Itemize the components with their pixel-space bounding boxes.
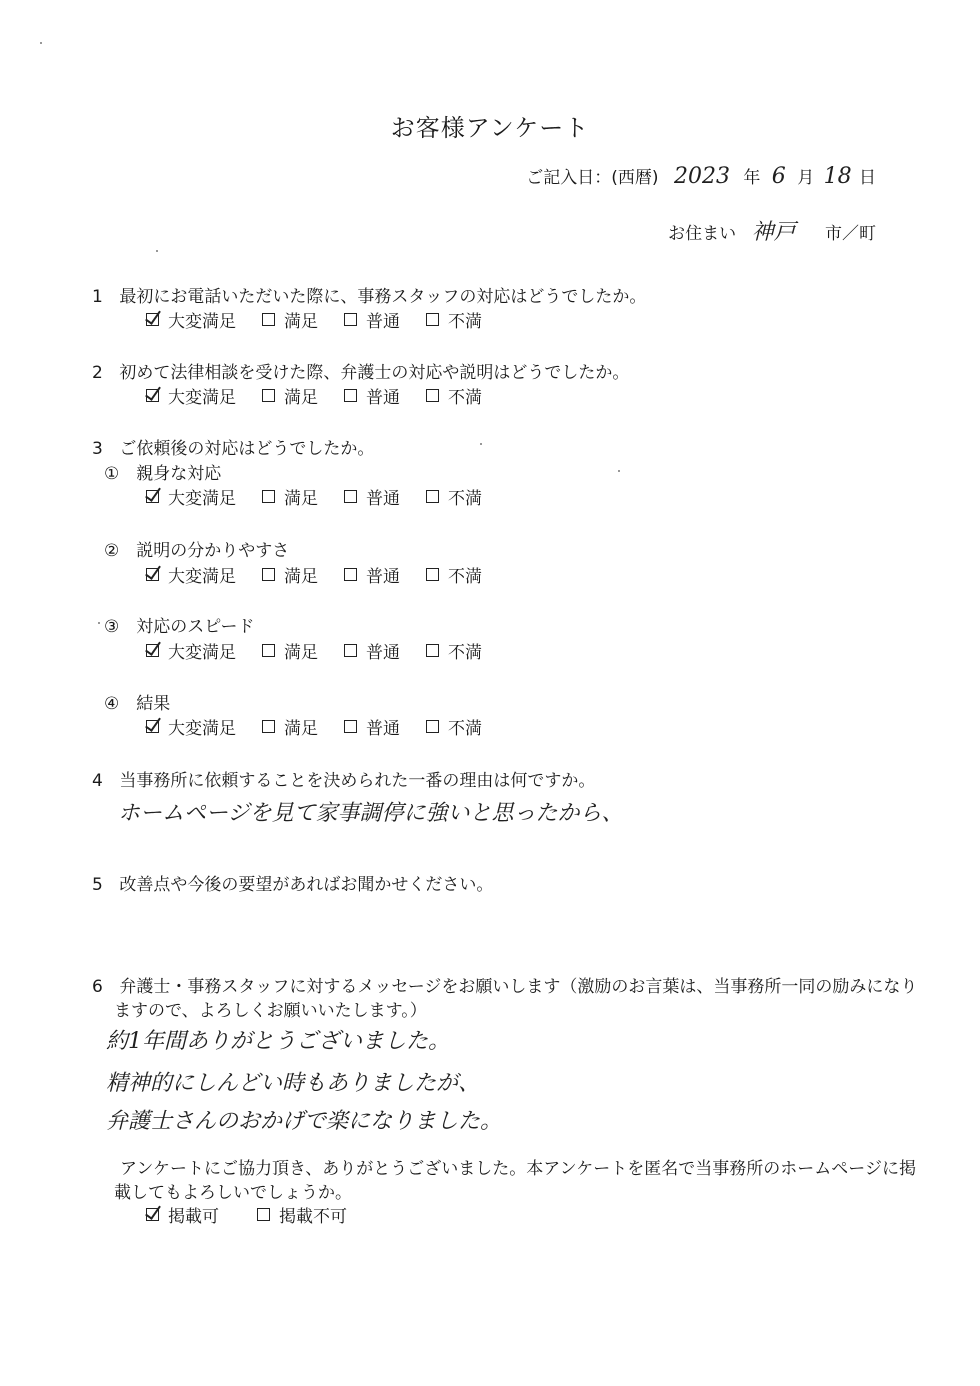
q2-options [146,383,508,408]
question-number: 5 [92,875,103,895]
question-text: 最初にお電話いただいた際に、事務スタッフの対応はどうでしたか。 [119,287,647,307]
question-number: 1 [92,287,103,307]
option-dissatisfied[interactable]: 不満 [426,714,482,739]
checkbox[interactable] [344,644,357,657]
residence-row [668,215,876,246]
option-normal[interactable]: 普通 [344,383,400,408]
scan-speck [618,470,620,472]
option-satisfied[interactable]: 満足 [262,562,318,587]
question-2 [92,358,629,383]
q3-sub-1-options [146,484,508,509]
checkbox[interactable] [262,720,275,733]
checkbox[interactable] [262,490,275,503]
question-number: 2 [92,363,103,383]
scan-speck [40,42,42,44]
option-satisfied[interactable]: 満足 [262,307,318,332]
question-text-line-1: 弁護士・事務スタッフに対するメッセージをお願いします（激励のお言葉は、当事務所一同の励みになり [119,977,918,997]
publish-text-line-2: 載してもよろしいでしょうか。 [114,1183,352,1203]
option-very-satisfied[interactable]: 大変満足 [146,562,236,587]
question-number: 6 [92,977,103,997]
question-3 [92,434,374,459]
scan-speck [480,443,482,445]
checkbox[interactable] [146,490,159,503]
q3-sub-4-options [146,714,508,739]
checkbox[interactable] [344,490,357,503]
checkbox[interactable] [146,644,159,657]
publish-options [146,1202,373,1227]
checkbox[interactable] [146,389,159,402]
question-5 [92,870,493,895]
question-text: 初めて法律相談を受けた際、弁護士の対応や説明はどうでしたか。 [119,363,630,383]
day-unit: 日 [859,168,876,188]
checkbox[interactable] [426,389,439,402]
checkbox[interactable] [344,720,357,733]
question-text: 当事務所に依頼することを決められた一番の理由は何ですか。 [119,771,596,791]
checkbox[interactable] [146,568,159,581]
option-very-satisfied[interactable]: 大変満足 [146,383,236,408]
checkbox[interactable] [257,1208,270,1221]
question-text: 改善点や今後の要望があればお聞かせください。 [119,875,494,895]
option-satisfied[interactable]: 満足 [262,638,318,663]
residence-label: お住まい [668,224,737,244]
q3-sub-3-label: ③ 対応のスピード [104,617,255,637]
checkbox[interactable] [426,568,439,581]
option-normal[interactable]: 普通 [344,562,400,587]
checkbox[interactable] [426,720,439,733]
option-publish-not-allowed[interactable]: 掲載不可 [257,1202,347,1227]
question-6 [92,972,917,997]
entry-year: 2023 [673,164,730,189]
checkbox[interactable] [344,389,357,402]
q3-sub-2-options [146,562,508,587]
q3-sub-4-label: ④ 結果 [104,694,171,714]
entry-day: 18 [823,164,852,189]
option-very-satisfied[interactable]: 大変満足 [146,714,236,739]
checkbox[interactable] [146,1208,159,1221]
scan-speck [156,250,158,252]
checkbox[interactable] [344,313,357,326]
residence-unit: 市／町 [825,224,876,244]
checkbox[interactable] [146,720,159,733]
checkbox[interactable] [344,568,357,581]
q1-options [146,307,508,332]
option-normal[interactable]: 普通 [344,307,400,332]
q4-answer[interactable]: ホームページを見て家事調停に強いと思ったから、 [118,801,624,826]
option-dissatisfied[interactable]: 不満 [426,383,482,408]
option-normal[interactable]: 普通 [344,638,400,663]
page-title: お客様アンケート [390,114,590,142]
question-6-line-2: ますので、よろしくお願いいたします。） [114,1001,427,1021]
option-dissatisfied[interactable]: 不満 [426,307,482,332]
entry-date-row [526,163,876,189]
option-very-satisfied[interactable]: 大変満足 [146,638,236,663]
option-very-satisfied[interactable]: 大変満足 [146,307,236,332]
entry-month: 6 [771,164,786,189]
option-satisfied[interactable]: 満足 [262,484,318,509]
question-4 [92,766,595,791]
checkbox[interactable] [426,313,439,326]
option-normal[interactable]: 普通 [344,714,400,739]
q3-sub-1-label: ① 親身な対応 [104,464,222,484]
option-dissatisfied[interactable]: 不満 [426,562,482,587]
q6-answer-line-3[interactable]: 弁護士さんのおかげで楽になりました。 [106,1109,503,1134]
month-unit: 月 [797,168,815,188]
checkbox[interactable] [146,313,159,326]
checkbox[interactable] [426,490,439,503]
option-publish-allowed[interactable]: 掲載可 [146,1202,219,1227]
question-text: ご依頼後の対応はどうでしたか。 [119,439,375,459]
option-satisfied[interactable]: 満足 [262,383,318,408]
scan-speck [98,622,100,624]
question-1 [92,282,646,307]
year-unit: 年 [743,168,761,188]
option-normal[interactable]: 普通 [344,484,400,509]
q3-sub-2-label: ② 説明の分かりやすさ [104,541,290,561]
publish-text-line-1: アンケートにご協力頂き、ありがとうございました。本アンケートを匿名で当事務所のホームページに掲 [120,1159,916,1179]
checkbox[interactable] [262,644,275,657]
q6-answer-line-2[interactable]: 精神的にしんどい時もありましたが、 [106,1071,481,1096]
residence-value: 神戸 [751,220,796,245]
checkbox[interactable] [426,644,439,657]
q6-answer-line-1[interactable]: 約1年間ありがとうございました。 [106,1029,450,1054]
checkbox[interactable] [262,313,275,326]
checkbox[interactable] [262,389,275,402]
checkbox[interactable] [262,568,275,581]
option-dissatisfied[interactable]: 不満 [426,638,482,663]
option-very-satisfied[interactable]: 大変満足 [146,484,236,509]
q3-sub-3-options [146,638,508,663]
question-number: 4 [92,771,103,791]
question-number: 3 [92,439,103,459]
entry-date-label: ご記入日：(西暦) [526,168,659,188]
option-dissatisfied[interactable]: 不満 [426,484,482,509]
option-satisfied[interactable]: 満足 [262,714,318,739]
